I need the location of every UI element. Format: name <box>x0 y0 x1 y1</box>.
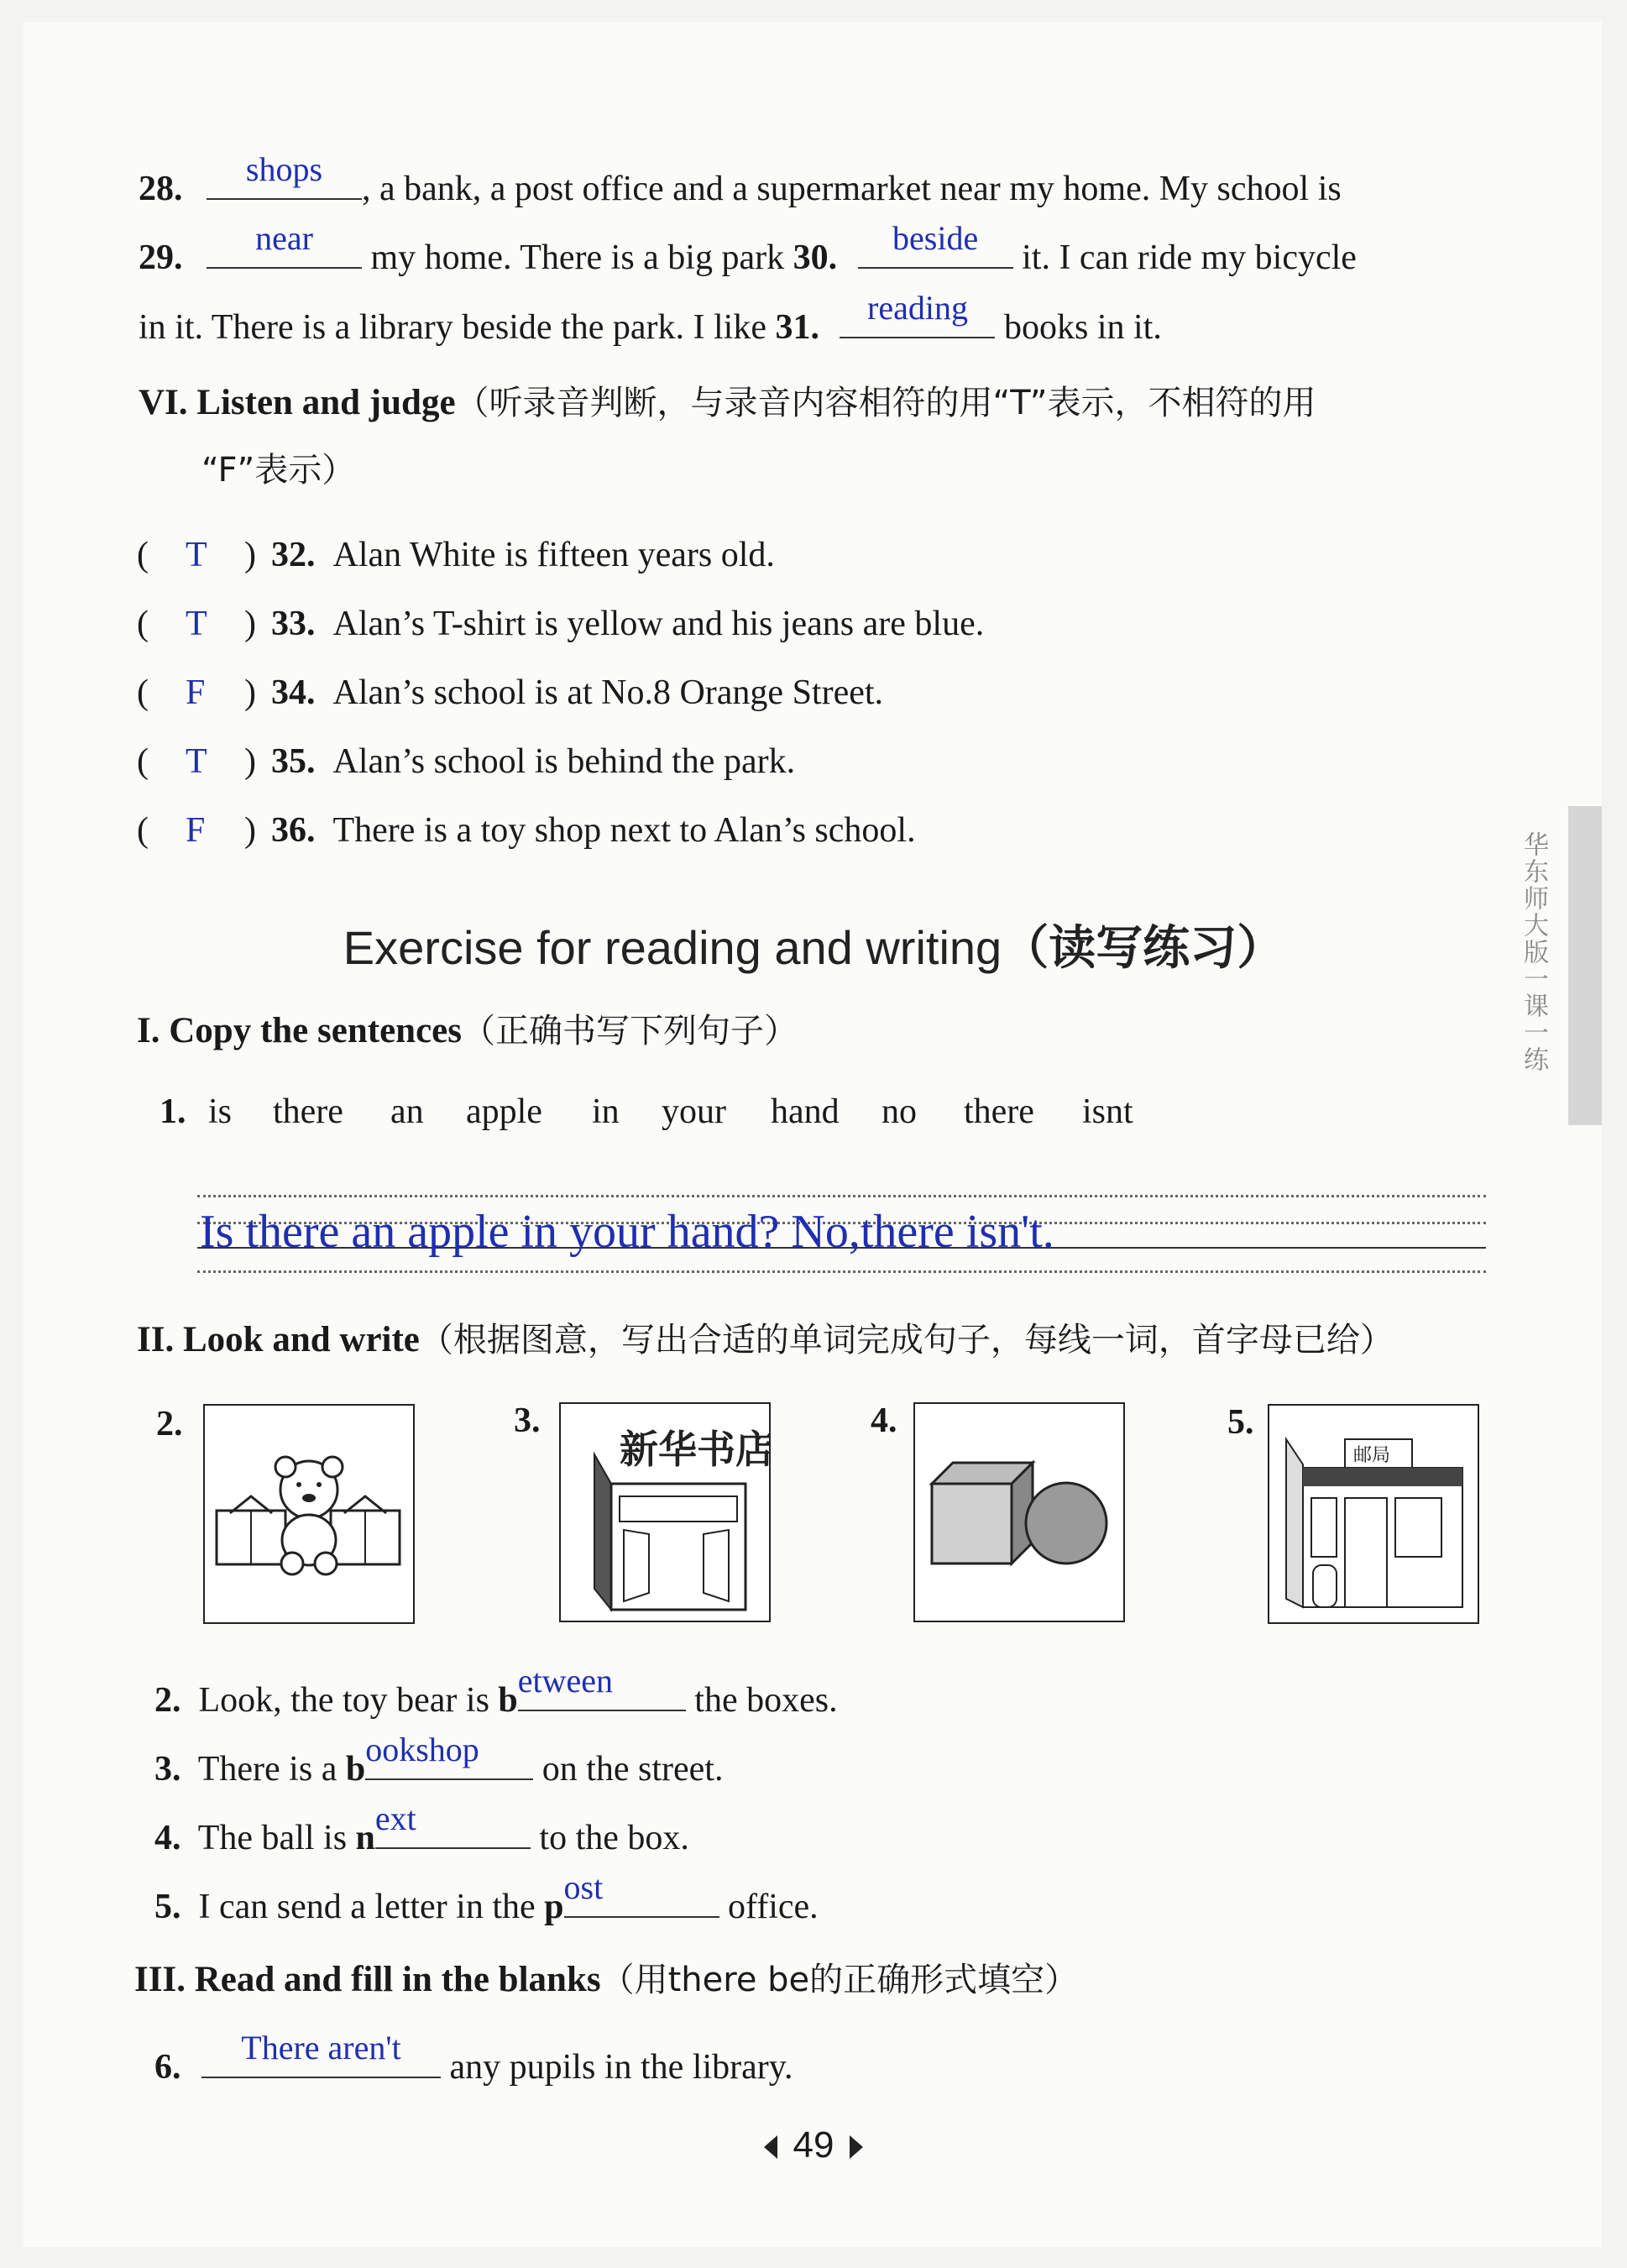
picture-number: 3. <box>514 1401 541 1440</box>
judge-text: Alan’s school is at No.8 Orange Street. <box>332 673 884 712</box>
picture-number: 5. <box>1227 1403 1254 1442</box>
judge-item <box>137 532 775 579</box>
look-item <box>154 1731 724 1793</box>
section-6-title <box>139 380 1316 427</box>
writing-guide-line <box>197 1270 1486 1273</box>
judge-item <box>137 600 984 647</box>
sentence-text: the boxes. <box>694 1681 838 1720</box>
passage-line-2 <box>139 219 1357 281</box>
page-number: 49 <box>793 2124 834 2166</box>
answer-near: near <box>255 219 313 257</box>
judge-answer: T <box>186 742 207 781</box>
sentence-text: Look, the toy bear is <box>198 1681 489 1720</box>
answer-blank <box>840 289 995 338</box>
answer-blank <box>858 219 1013 269</box>
look-answer: etween <box>517 1662 614 1700</box>
answer-blank <box>207 150 362 200</box>
section-title: VI. Listen and judge <box>139 383 456 422</box>
answer-blank <box>207 219 362 269</box>
passage-text: it. I can ride my bicycle <box>1022 238 1357 277</box>
sentence-text: There is a <box>197 1750 337 1789</box>
answer-paren: ( F ) <box>137 669 271 716</box>
box-and-ball-picture <box>913 1402 1125 1622</box>
question-number: 2. <box>154 1681 181 1720</box>
section-instruction: （用there be的正确形式填空） <box>600 1961 1079 1999</box>
section-title: I. Copy the sentences <box>137 1011 462 1050</box>
look-answer: ost <box>563 1868 604 1906</box>
section-3-title <box>134 1956 1078 2003</box>
question-number: 29. <box>139 238 183 277</box>
answer-paren: ( T ) <box>137 738 271 785</box>
question-number: 6. <box>154 2048 181 2087</box>
copy-word: apple <box>466 1092 542 1131</box>
passage-text: my home. There is a big park <box>370 238 785 277</box>
copy-word: your <box>662 1092 726 1131</box>
heading-en: Exercise for reading and writing <box>343 921 1002 974</box>
copy-word: an <box>390 1092 424 1131</box>
picture-number: 2. <box>156 1405 183 1443</box>
sentence-text: to the box. <box>539 1819 689 1857</box>
judge-answer: F <box>186 811 206 850</box>
first-letter: b <box>498 1681 518 1720</box>
copy-word: isnt <box>1082 1092 1133 1131</box>
picture-number: 4. <box>871 1401 897 1440</box>
judge-item <box>137 807 916 854</box>
passage-text: in it. There is a library beside the park. I like <box>139 308 766 347</box>
passage-text: , a bank, a post office and a supermarket near my home. My school is <box>362 170 1342 208</box>
question-number: 34. <box>271 673 316 712</box>
sentence-text: The ball is <box>197 1819 348 1857</box>
post-sign-text: 邮局 <box>1353 1445 1391 1466</box>
fill-item <box>154 2029 793 2091</box>
fill-answer: There aren't <box>241 2029 401 2066</box>
sentence-text: any pupils in the library. <box>449 2048 793 2087</box>
sentence-text: office. <box>728 1888 819 1926</box>
copy-word: there <box>964 1092 1034 1131</box>
judge-text: Alan’s T-shirt is yellow and his jeans are blue. <box>332 605 985 643</box>
sentence-text: I can send a letter in the <box>198 1888 536 1926</box>
section-2-title <box>137 1317 1394 1364</box>
next-arrow-icon <box>850 2135 863 2159</box>
question-number: 1. <box>160 1092 186 1131</box>
first-letter: p <box>544 1888 564 1926</box>
section-instruction: “F”表示） <box>201 451 356 490</box>
question-number: 5. <box>154 1888 181 1926</box>
question-number: 35. <box>271 742 316 781</box>
section-title: II. Look and write <box>137 1320 420 1359</box>
copy-word: in <box>592 1092 620 1131</box>
answer-blank <box>517 1662 686 1711</box>
copy-word: no <box>882 1092 917 1131</box>
page-number-area <box>0 2124 1627 2166</box>
judge-answer: T <box>186 605 207 643</box>
judge-text: There is a toy shop next to Alan’s school. <box>332 811 916 850</box>
question-number: 30. <box>793 238 838 277</box>
prev-arrow-icon <box>764 2135 777 2159</box>
passage-line-1 <box>139 150 1342 212</box>
question-number: 36. <box>271 811 316 850</box>
copy-word: hand <box>771 1092 840 1131</box>
passage-text: books in it. <box>1003 308 1162 347</box>
judge-answer: T <box>186 536 207 574</box>
answer-blank <box>201 2029 441 2078</box>
question-number: 3. <box>154 1750 181 1789</box>
sentence-text: on the street. <box>541 1750 724 1789</box>
section-6-instruction-cont <box>201 447 355 494</box>
copy-answer: Is there an apple in your hand? No,there isn't. <box>200 1206 1054 1258</box>
section-title: III. Read and fill in the blanks <box>134 1960 601 1999</box>
first-letter: n <box>355 1819 375 1857</box>
look-item <box>154 1799 689 1862</box>
side-tab <box>1568 806 1602 1125</box>
bear-between-boxes-picture <box>203 1404 415 1624</box>
answer-paren: ( T ) <box>137 600 271 647</box>
side-label: 华东师大版一课一练 <box>1519 831 1548 1073</box>
answer-reading: reading <box>867 289 968 327</box>
judge-item <box>137 738 795 785</box>
answer-paren: ( F ) <box>137 807 271 854</box>
look-item <box>154 1868 819 1930</box>
question-number: 4. <box>154 1819 181 1857</box>
passage-line-3 <box>139 289 1162 351</box>
question-number: 28. <box>139 170 183 208</box>
answer-blank <box>365 1731 533 1780</box>
writing-guide-line <box>197 1195 1486 1197</box>
look-item <box>154 1662 838 1724</box>
section-instruction: （根据图意，写出合适的单词完成句子，每线一词，首字母已给） <box>419 1321 1394 1359</box>
judge-item <box>137 669 883 716</box>
question-number: 32. <box>271 536 316 574</box>
heading-cn: （读写练习） <box>1002 921 1284 976</box>
copy-word: there <box>273 1092 343 1131</box>
look-answer: ext <box>374 1799 416 1837</box>
answer-blank <box>374 1799 531 1849</box>
exercise-heading <box>0 911 1627 978</box>
answer-blank <box>563 1868 719 1918</box>
shop-sign-text: 新华书店 <box>620 1427 769 1472</box>
section-instruction: （正确书写下列句子） <box>461 1012 798 1050</box>
judge-answer: F <box>186 673 206 712</box>
answer-paren: ( T ) <box>137 532 271 579</box>
bookshop-picture <box>559 1402 771 1622</box>
section-1-title <box>137 1008 798 1055</box>
answer-shops: shops <box>245 150 323 188</box>
post-office-picture <box>1268 1404 1479 1624</box>
copy-word: is <box>208 1092 233 1131</box>
first-letter: b <box>345 1750 366 1789</box>
question-number: 33. <box>271 605 316 643</box>
judge-text: Alan White is fifteen years old. <box>332 536 775 574</box>
section-instruction: （听录音判断，与录音内容相符的用“T”表示，不相符的用 <box>455 384 1316 422</box>
question-number: 31. <box>775 308 819 347</box>
judge-text: Alan’s school is behind the park. <box>332 742 796 781</box>
look-answer: ookshop <box>365 1731 479 1768</box>
answer-beside: beside <box>892 219 979 257</box>
